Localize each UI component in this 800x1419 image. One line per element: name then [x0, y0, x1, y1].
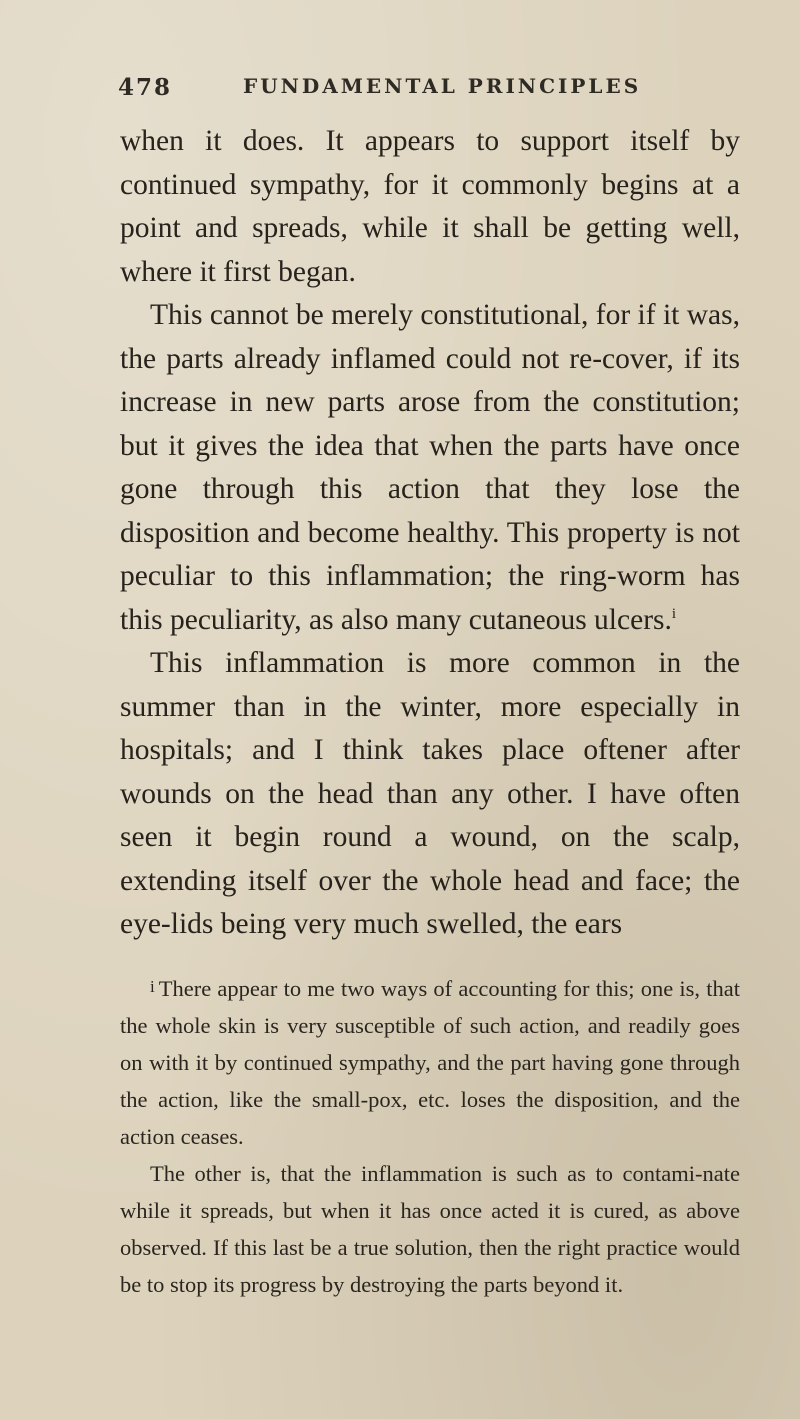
body-text — [120, 120, 740, 947]
footnote — [120, 968, 740, 1155]
footnote-reference[interactable]: i — [671, 605, 677, 622]
paragraph — [120, 294, 740, 642]
paragraph — [120, 642, 740, 947]
paragraph-text: when it does. It appears to support itself by continued sympathy, for it commonly begins at a point and spreads, while it shall be getting well, where it first began. — [120, 125, 740, 288]
footnote-text: There appear to me two ways of accounting for this; one is, that the whole skin is very susceptible of such action, and readily goes on with it by continued sympathy, and the part having gone through the action, like the small-pox, etc. loses the disposition, and the action ceases. — [120, 976, 740, 1149]
paragraph-text: This inflammation is more common in the summer than in the winter, more especially in hospitals; and I think takes place oftener after wounds on the head than any other. I have often seen it begin round a wound, on the scalp, extending itself over the whole head and face; the eye-lids being very much swelled, the ears — [120, 647, 740, 940]
running-title: FUNDAMENTAL PRINCIPLES — [243, 74, 642, 98]
footnotes — [120, 968, 740, 1303]
paragraph-continued — [120, 120, 740, 294]
page-number: 478 — [118, 74, 173, 101]
footnote-continuation — [120, 1155, 740, 1303]
paragraph-text: This cannot be merely constitutional, for if it was, the parts already inflamed could not re-cover, if its increase in new parts arose from the constitution; but it gives the idea that when the parts have once gone through this action that they lose the disposition and become healthy. This property is not peculiar to this inflammation; the ring-worm has this peculiarity, as also many cutaneous ulcers. — [120, 299, 740, 636]
running-head — [118, 68, 678, 108]
footnote-text: The other is, that the inflammation is such as to contami-nate while it spreads, but when it has once acted it is cured, as above observed. If this last be a true solution, then the right practice would be to stop its progress by destroying the parts beyond it. — [120, 1161, 740, 1297]
footnote-mark: i — [150, 977, 155, 996]
